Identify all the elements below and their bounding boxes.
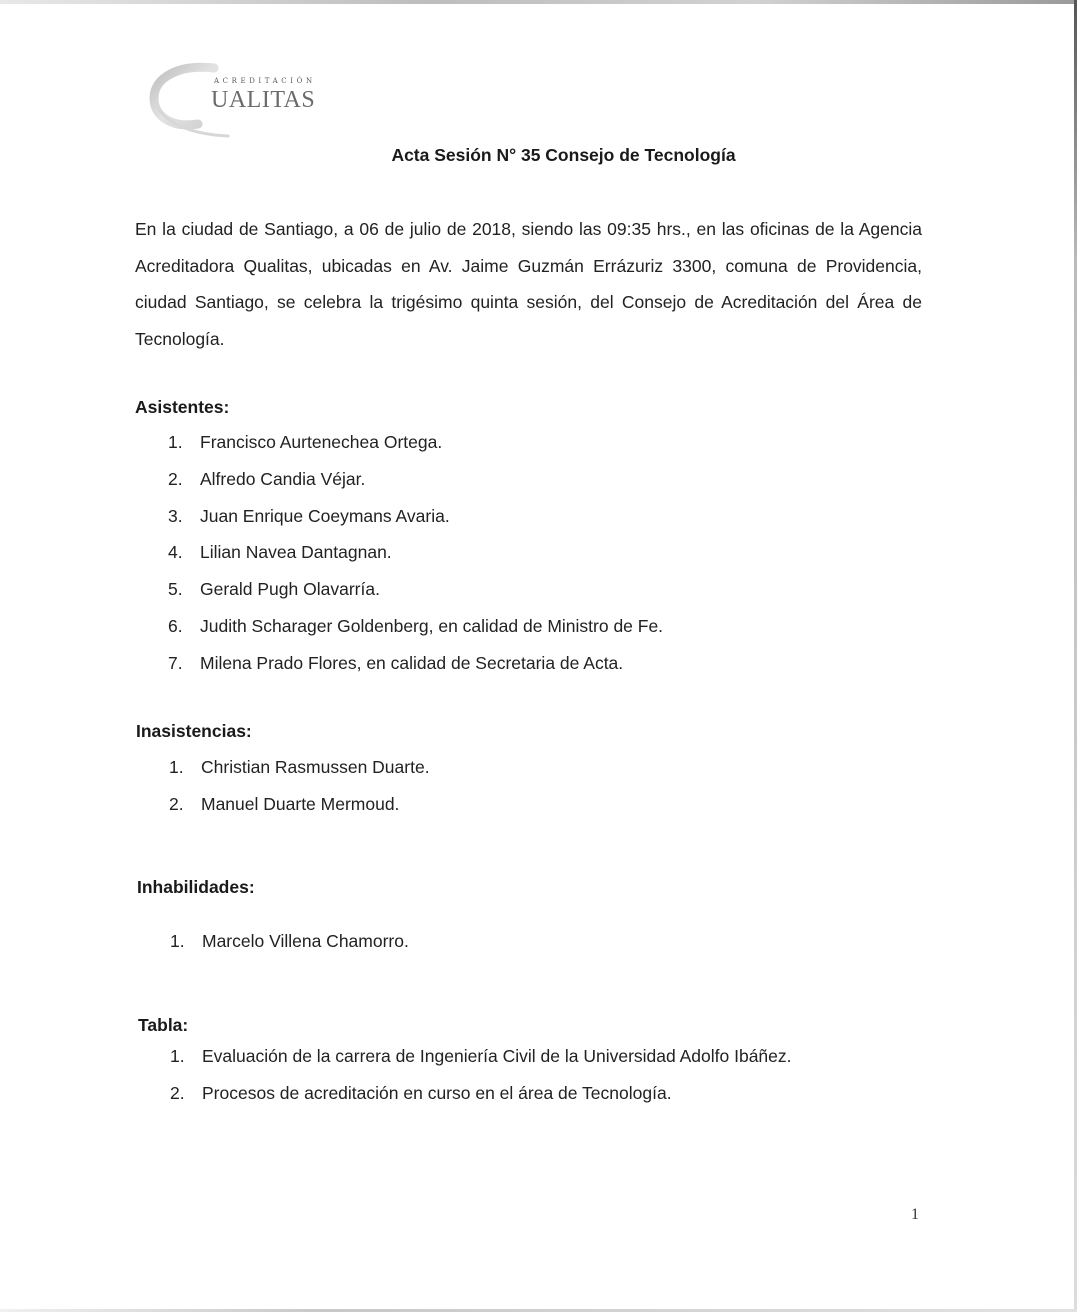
list-item-number: 5.	[168, 579, 183, 600]
list-item-number: 6.	[168, 615, 183, 636]
list-item-number: 7.	[168, 652, 183, 673]
list-item-text: Francisco Aurtenechea Ortega.	[200, 432, 443, 452]
list-item-text: Lilian Navea Dantagnan.	[200, 542, 392, 563]
inasistencias-heading: Inasistencias:	[136, 721, 252, 741]
inhabilidades-heading: Inhabilidades:	[137, 877, 255, 897]
list-item-text: Gerald Pugh Olavarría.	[200, 579, 380, 600]
list-item-number: 1.	[168, 432, 183, 452]
list-item-number: 1.	[170, 931, 185, 951]
list-item-text: Alfredo Candia Véjar.	[200, 468, 366, 489]
list-item-number: 3.	[168, 505, 183, 526]
document-title	[0, 145, 1077, 166]
list-item-text: Judith Scharager Goldenberg, en calidad de Ministro de Fe.	[200, 615, 664, 636]
list-item-number: 2.	[170, 1082, 185, 1103]
scan-edge-top	[0, 0, 1077, 4]
tabla-heading: Tabla:	[138, 1015, 189, 1035]
logo-wordmark: UALITAS	[211, 87, 316, 113]
intro-paragraph-text: En la ciudad de Santiago, a 06 de julio de 2018, siendo las 09:35 hrs., en las oficinas de la Agencia Acreditadora Qualitas, ubicadas en Av. Jaime Guzmán Errázuriz 3300, comuna de Providencia, ciudad Santiago, se celebra la trigésimo quinta sesión, del Consejo de Acreditación del Área de Tecnología.	[135, 219, 922, 349]
list-item-text: Juan Enrique Coeymans Avaria.	[200, 505, 450, 526]
document-title-text: Acta Sesión N° 35 Consejo de Tecnología	[391, 145, 736, 165]
list-item-text: Evaluación de la carrera de Ingeniería Civil de la Universidad Adolfo Ibáñez.	[202, 1046, 792, 1066]
list-item-text: Milena Prado Flores, en calidad de Secretaria de Acta.	[200, 652, 624, 673]
list-item-number: 2.	[169, 793, 184, 814]
logo-subtitle: ACREDITACIÓN	[214, 77, 316, 85]
list-item-number: 2.	[168, 468, 183, 489]
list-item-number: 1.	[170, 1046, 185, 1066]
list-item-number: 4.	[168, 542, 183, 563]
list-item-text: Christian Rasmussen Duarte.	[201, 757, 430, 777]
intro-paragraph	[135, 211, 922, 357]
list-item-text: Procesos de acreditación en curso en el área de Tecnología.	[202, 1082, 672, 1103]
list-item-text: Marcelo Villena Chamorro.	[202, 931, 409, 951]
qualitas-logo	[148, 60, 348, 140]
page-number: 1	[911, 1206, 919, 1223]
list-item-text: Manuel Duarte Mermoud.	[201, 793, 400, 814]
asistentes-heading: Asistentes:	[135, 397, 230, 417]
list-item-number: 1.	[169, 757, 184, 777]
